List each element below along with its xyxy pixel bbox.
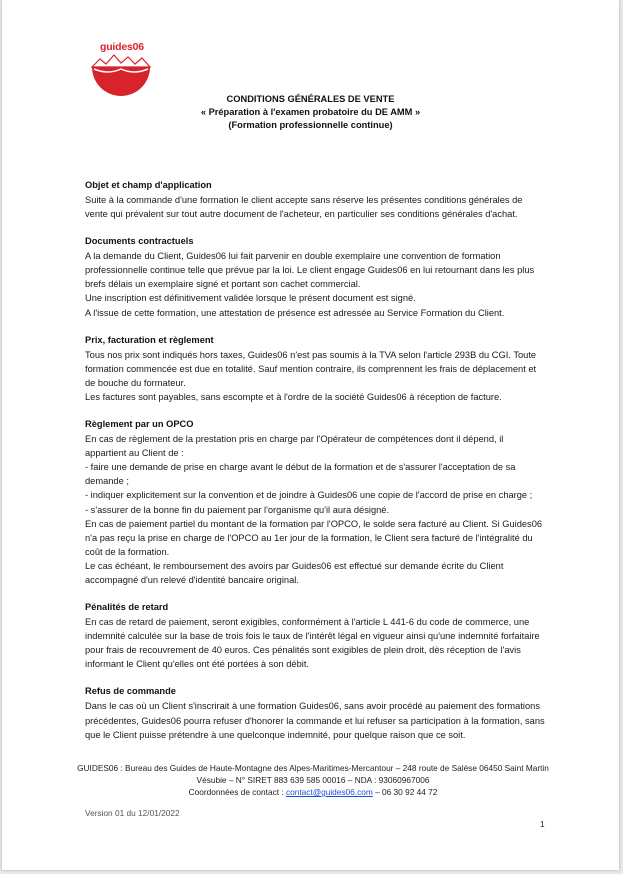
section-paragraph: Suite à la commande d'une formation le client accepte sans réserve les présentes conditions générales de vente qui prévalent sur tout autre document de l'acheteur, en particulier ses conditions générales d'achat.	[85, 195, 523, 220]
company-footer	[77, 762, 549, 798]
section-prix	[85, 333, 547, 404]
section-opco	[85, 417, 547, 587]
footer-company-info: GUIDES06 : Bureau des Guides de Haute-Montagne des Alpes-Maritimes-Mercantour – 248 route de Salèse 06450 Saint Martin Vésubie – N° SIRET 883 639 585 00016 – NDA : 93060967006	[77, 763, 549, 785]
section-paragraph: - s'assurer de la bonne fin du paiement par l'organisme qu'il aura désigné.	[85, 504, 390, 515]
title-line-2: « Préparation à l'examen probatoire du DE AMM »	[200, 107, 421, 117]
version-label: Version 01 du 12/01/2022	[85, 808, 180, 818]
section-heading: Documents contractuels	[85, 236, 194, 247]
section-paragraph: Le cas échéant, le remboursement des avoirs par Guides06 est effectué sur demande écrite du Client accompagné d'un relevé d'identité bancaire original.	[85, 560, 504, 585]
section-heading: Règlement par un OPCO	[85, 419, 194, 430]
section-objet	[85, 178, 547, 221]
section-paragraph: Tous nos prix sont indiqués hors taxes, Guides06 n'est pas soumis à la TVA selon l'article 293B du CGI. Toute formation commencée est due en totalité. Sauf mention contraire, ils comprennent les frais de déplacement et de bouche du formateur.	[85, 349, 537, 388]
section-paragraph: - faire une demande de prise en charge avant le début de la formation et de s'assurer l'acceptation de sa demande ;	[85, 462, 516, 487]
section-paragraph: Dans le cas où un Client s'inscrirait à une formation Guides06, sans avoir procédé au paiement des formations précédentes, Guides06 pourra refuser d'honorer la commande et lui refuser sa participation à la formation, sans que le Client puisse prétendre à une quelconque indemnité, pour quelque raison que ce soit.	[85, 701, 545, 740]
title-line-3: (Formation professionnelle continue)	[228, 120, 393, 130]
footer-phone: – 06 30 92 44 72	[372, 787, 438, 797]
section-refus	[85, 684, 547, 741]
section-heading: Refus de commande	[85, 686, 176, 697]
section-paragraph: Une inscription est définitivement validée lorsque le présent document est signé.	[85, 293, 416, 304]
document-body	[85, 178, 547, 755]
section-heading: Pénalités de retard	[85, 602, 169, 613]
title-line-1: CONDITIONS GÉNÉRALES DE VENTE	[226, 94, 395, 104]
section-paragraph: - indiquer explicitement sur la convention et de joindre à Guides06 une copie de l'accord de prise en charge ;	[85, 490, 533, 501]
section-paragraph: En cas de règlement de la prestation pris en charge par l'Opérateur de compétences dont il dépend, il appartient au Client de :	[85, 434, 504, 459]
logo-text: guides06	[100, 41, 144, 53]
section-paragraph: En cas de retard de paiement, seront exigibles, conformément à l'article L 441-6 du code de commerce, une indemnité calculée sur la base de trois fois le taux de l'intérêt légal en vigueur ainsi qu'une indemnité forfaitaire pour frais de recouvrement de 40 euros. Ces pénalités sont exigibles de plein droit, dès réception de l'avis informant le Client qu'elles ont été portées à son débit.	[85, 617, 540, 670]
document-page	[2, 0, 619, 870]
guides06-logo	[88, 41, 154, 97]
section-paragraph: Les factures sont payables, sans escompte et à l'ordre de la société Guides06 à réception de facture.	[85, 391, 502, 402]
document-title	[2, 93, 619, 132]
section-paragraph: A l'issue de cette formation, une attestation de présence est adressée au Service Formation du Client.	[85, 307, 505, 318]
section-paragraph: A la demande du Client, Guides06 lui fait parvenir en double exemplaire une convention de formation professionnelle continue telle que prévue par la loi. Le client engage Guides06 en lui retournant dans les plus brefs délais un exemplaire signé et portant son cachet commercial.	[85, 251, 535, 290]
contact-email-link[interactable]: contact@guides06.com	[285, 787, 373, 797]
section-paragraph: En cas de paiement partiel du montant de la formation par l'OPCO, le solde sera facturé au Client. Si Guides06 n'a pas reçu la prise en charge de l'OPCO au 1er jour de la formation, le Client sera facturé de l'intégralité du coût de la formation.	[85, 518, 543, 557]
section-heading: Objet et champ d'application	[85, 180, 212, 190]
section-heading: Prix, facturation et règlement	[85, 334, 214, 345]
section-penalites	[85, 600, 547, 671]
section-documents	[85, 234, 547, 319]
page-number: 1	[540, 819, 545, 829]
footer-contact-line	[77, 786, 549, 798]
footer-contact-label: Coordonnées de contact :	[188, 787, 286, 797]
